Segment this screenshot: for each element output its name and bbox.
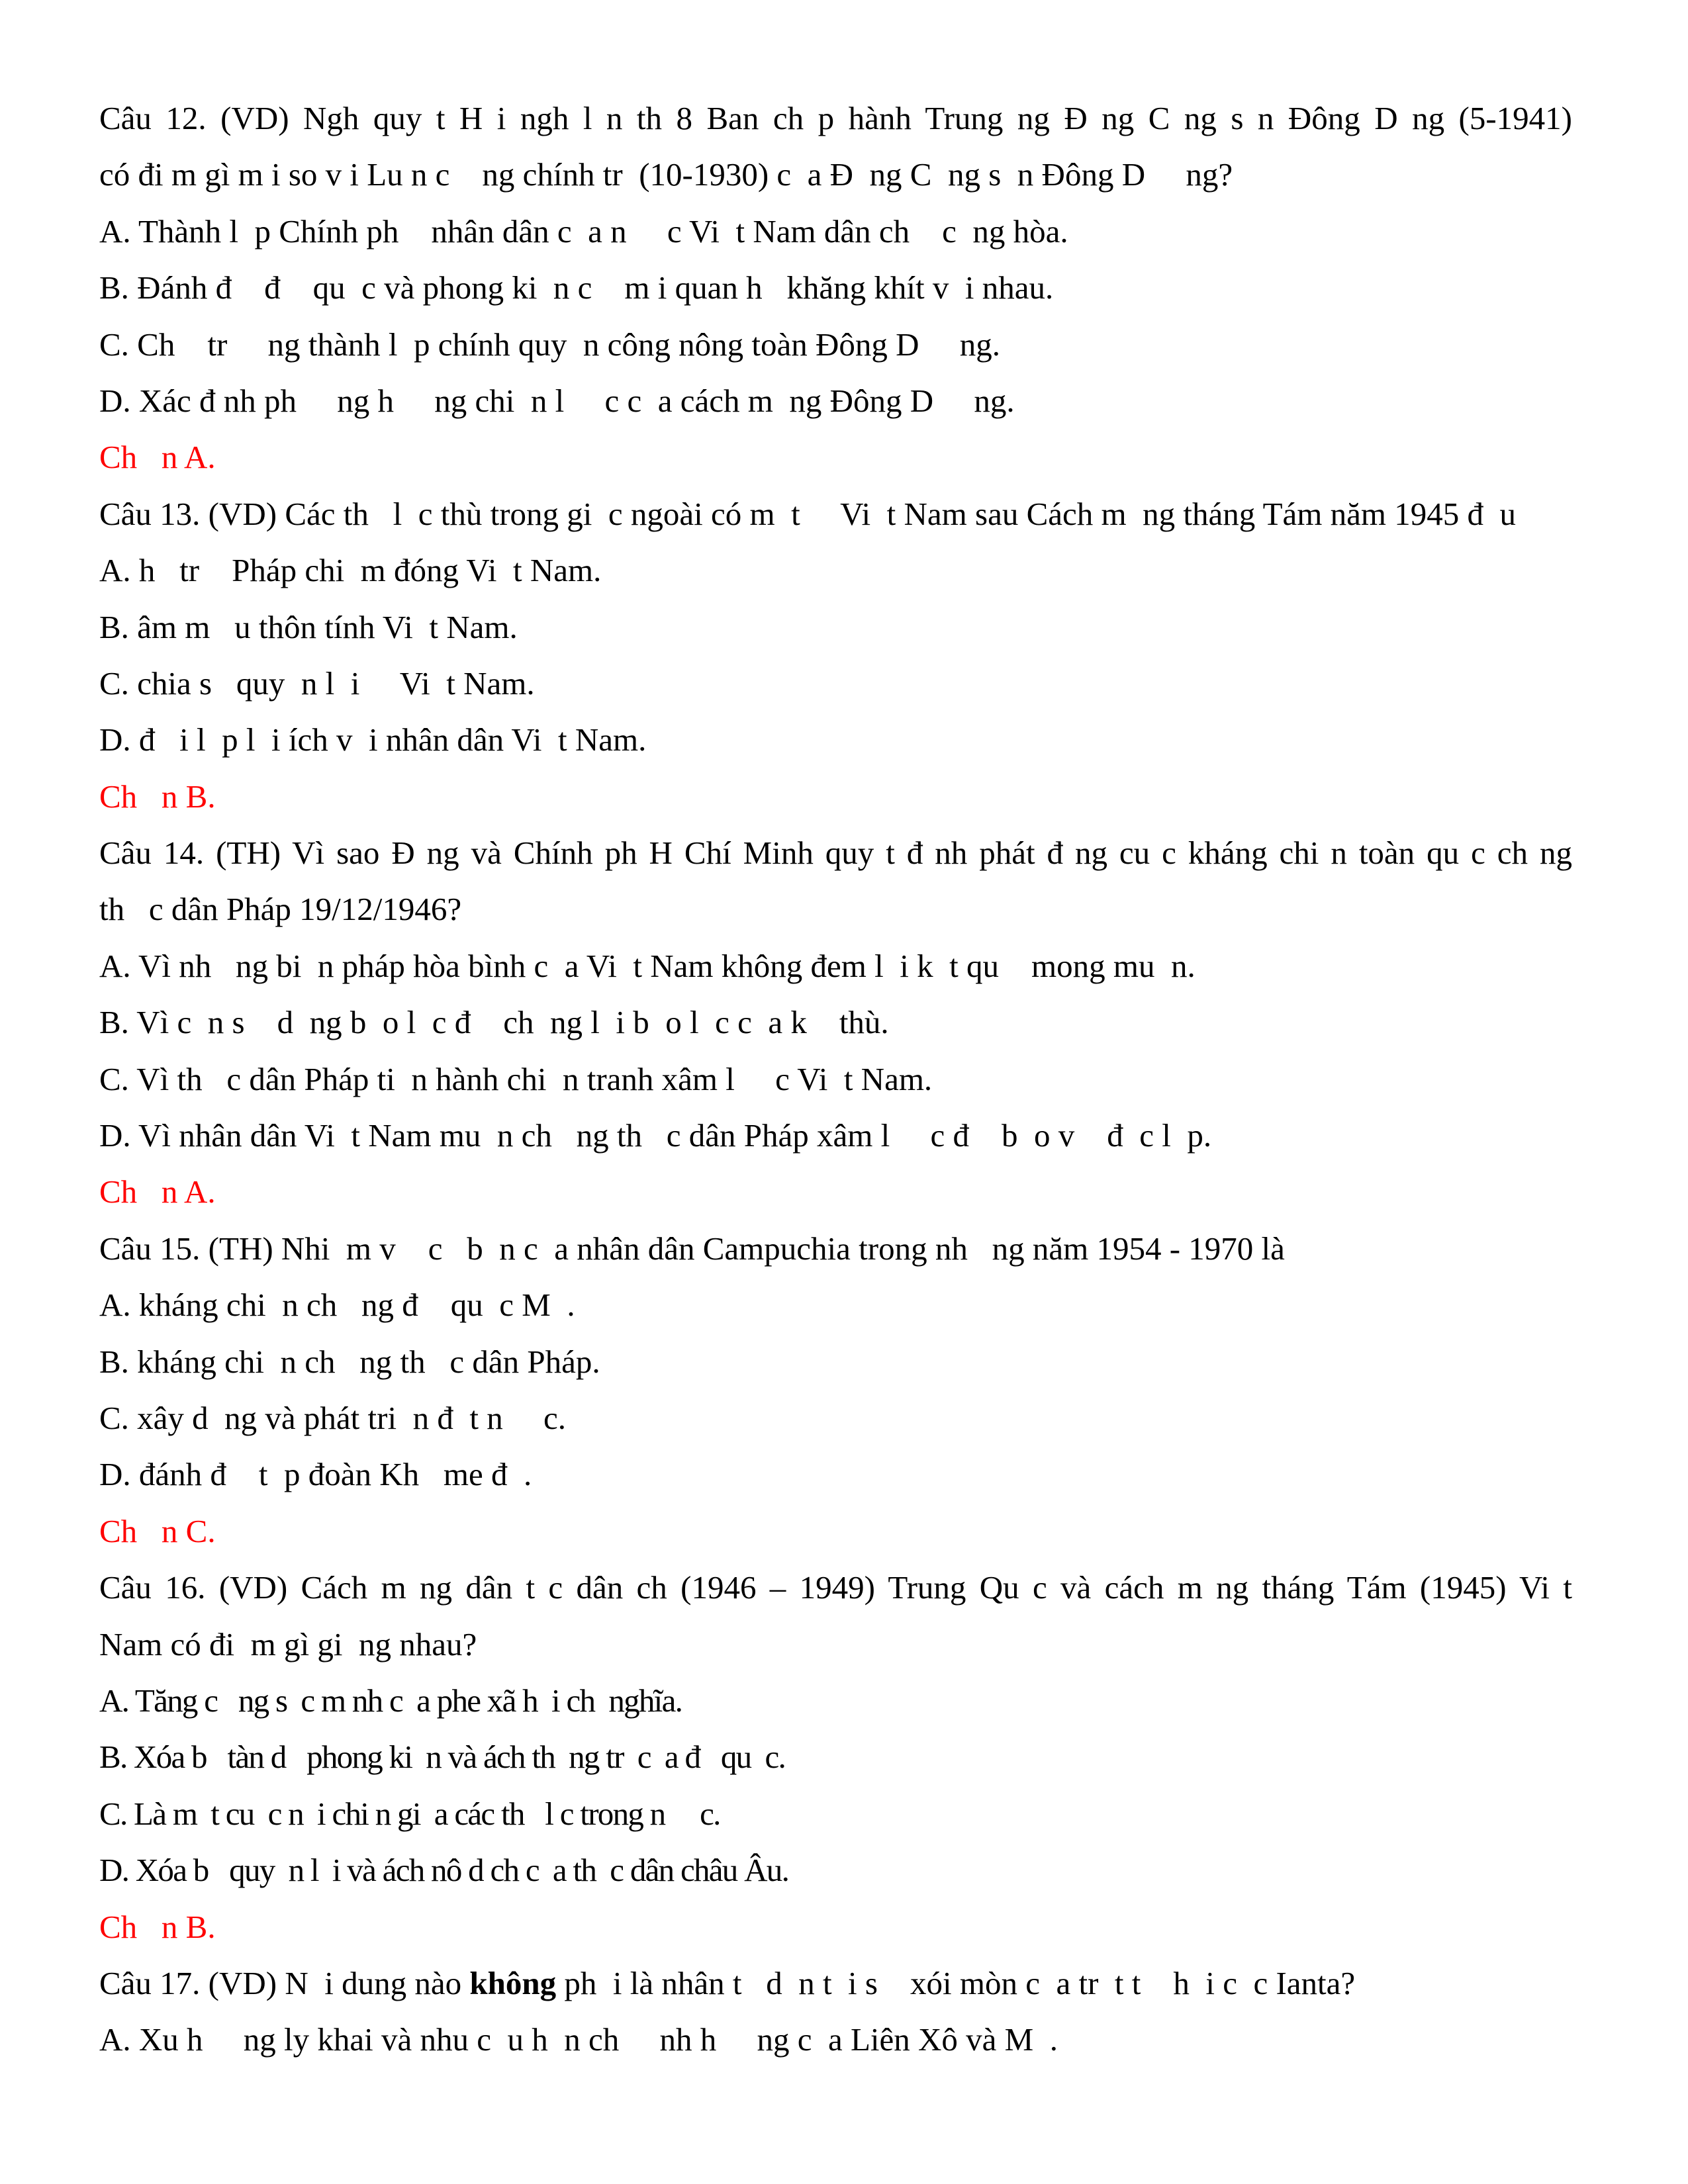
question-14-answer: Ch n A. [99,1173,216,1210]
question-14-stem-line-2: th c dân Pháp 19/12/1946? [99,891,462,928]
question-15-answer: Ch n C. [99,1512,216,1549]
question-13-answer: Ch n B. [99,778,216,815]
question-13-stem-line-1: Câu 13. (VD) Các th l c thù trong gi c ngoài có m t Vi t Nam sau Cách m ng tháng Tám năm 1945 đ u [99,495,1517,532]
question-14-option-c: C. Vì th c dân Pháp ti n hành chi n tranh xâm l c Vi t Nam. [99,1060,933,1097]
question-12-option-c: C. Ch tr ng thành l p chính quy n công nông toàn Đông D ng. [99,326,1001,363]
question-14-option-a: A. Vì nh ng bi n pháp hòa bình c a Vi t Nam không đem l i k t qu mong mu n. [99,947,1196,984]
question-16-option-d: D. Xóa b quy n l i và ách nô d ch c a th c dân châu Âu. [99,1852,789,1889]
question-16-stem-line-2: Nam có đi m gì gi ng nhau? [99,1625,477,1662]
question-16-answer: Ch n B. [99,1908,216,1945]
question-17-stem-line-1 [99,1955,1572,2011]
question-12-answer: Ch n A. [99,439,216,476]
question-17-option-a: A. Xu h ng ly khai và nhu c u h n ch nh h ng c a Liên Xô và M . [99,2021,1058,2058]
question-12-stem-line-2: có đi m gì m i so v i Lu n c ng chính tr (10-1930) c a Đ ng C ng s n Đông D ng? [99,156,1233,193]
question-15-option-c: C. xây d ng và phát tri n đ t n c. [99,1399,566,1436]
question-14-stem-line-1: Câu 14. (TH) Vì sao Đ ng và Chính ph H Chí Minh quy t đ nh phát đ ng cu c kháng chi n toàn qu c ch ng [99,835,1572,872]
question-13-option-b: B. âm m u thôn tính Vi t Nam. [99,608,518,645]
question-12-option-a: A. Thành l p Chính ph nhân dân c a n c Vi t Nam dân ch c ng hòa. [99,212,1068,250]
document-body [99,90,1572,2068]
question-12-option-d: D. Xác đ nh ph ng h ng chi n l c c a cách m ng Đông D ng. [99,382,1015,419]
question-16-option-c: C. Là m t cu c n i chi n gi a các th l c trong n c. [99,1795,720,1832]
question-12-option-b: B. Đánh đ đ qu c và phong ki n c m i quan h khăng khít v i nhau. [99,269,1054,306]
question-13-option-d: D. đ i l p l i ích v i nhân dân Vi t Nam. [99,721,647,758]
question-13-option-c: C. chia s quy n l i Vi t Nam. [99,664,535,702]
question-13-option-a: A. h tr Pháp chi m đóng Vi t Nam. [99,552,602,589]
question-15-option-b: B. kháng chi n ch ng th c dân Pháp. [99,1343,600,1380]
question-14-option-b: B. Vì c n s d ng b o l c đ ch ng l i b o l c c a k thù. [99,1004,889,1041]
question-17-stem-emphasis: không [469,1964,557,2001]
question-12-stem-line-1: Câu 12. (VD) Ngh quy t H i ngh l n th 8 Ban ch p hành Trung ng Đ ng C ng s n Đông D ng (5-1941) [99,100,1572,136]
question-15-option-a: A. kháng chi n ch ng đ qu c M . [99,1287,575,1324]
question-16-option-b: B. Xóa b tàn d phong ki n và ách th ng tr c a đ qu c. [99,1739,786,1776]
question-14-option-d: D. Vì nhân dân Vi t Nam mu n ch ng th c dân Pháp xâm l c đ b o v đ c l p. [99,1117,1212,1154]
question-17-stem-before: Câu 17. (VD) N i dung nào [99,1964,470,2001]
question-15-option-d: D. đánh đ t p đoàn Kh me đ . [99,1456,532,1493]
question-16-stem-line-1: Câu 16. (VD) Cách m ng dân t c dân ch (1946 – 1949) Trung Qu c và cách m ng tháng Tám (1945) Vi t [99,1569,1572,1606]
question-16-option-a: A. Tăng c ng s c m nh c a phe xã h i ch nghĩa. [99,1682,682,1719]
question-15-stem-line-1: Câu 15. (TH) Nhi m v c b n c a nhân dân Campuchia trong nh ng năm 1954 - 1970 là [99,1230,1285,1267]
question-17-stem-after: ph i là nhân t d n t i s xói mòn c a tr t t h i c c Ianta? [556,1964,1356,2001]
